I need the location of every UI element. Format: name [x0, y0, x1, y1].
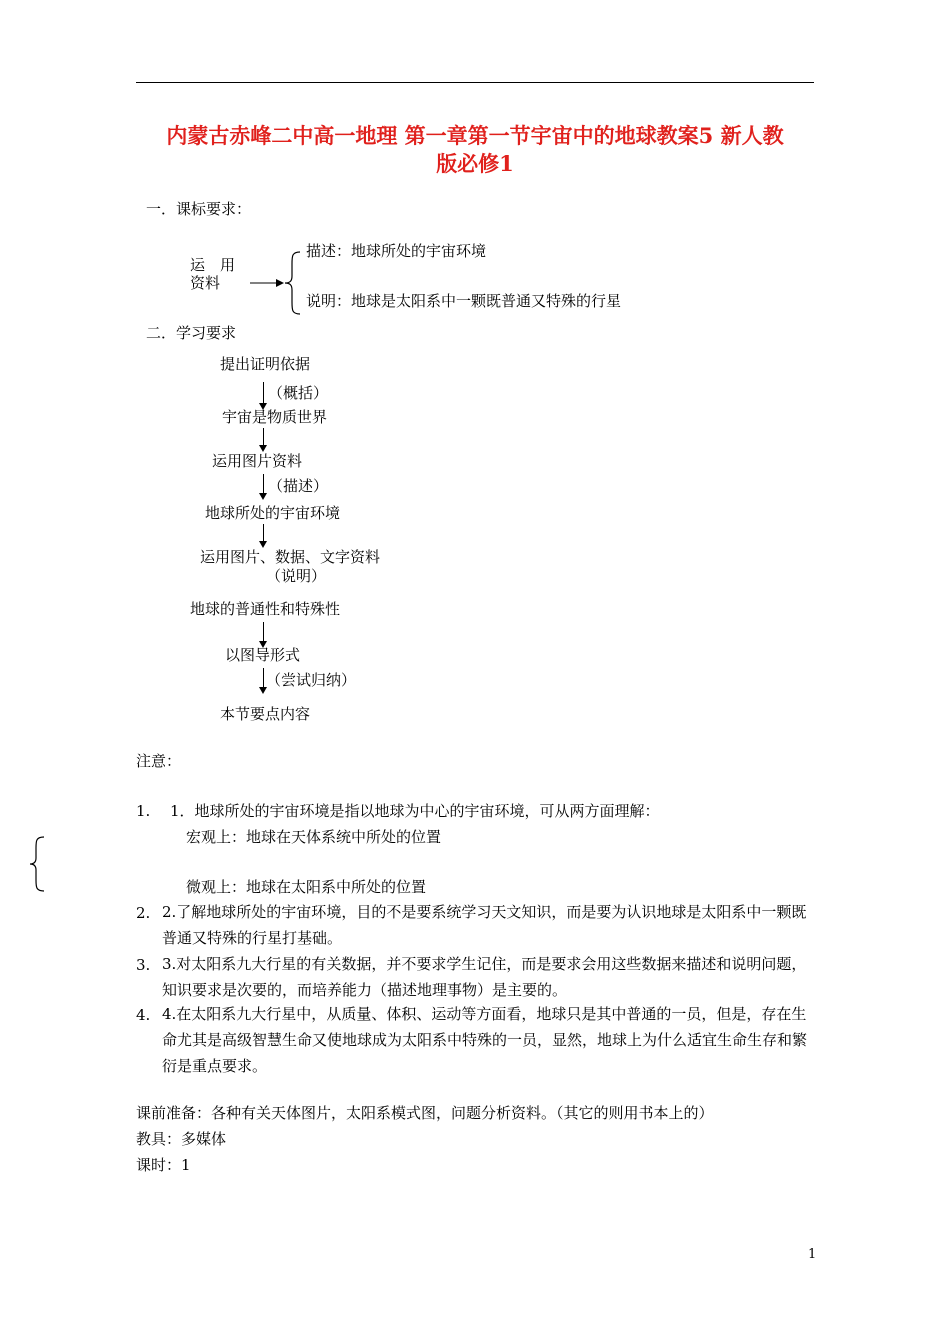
data-label: 资料 [190, 274, 221, 292]
flow-node-7: 以图导形式 [225, 646, 301, 664]
flow-node-8: 本节要点内容 [220, 705, 311, 723]
note-brace [28, 836, 48, 892]
note-micro: 微观上：地球在太阳系中所处的位置 [186, 878, 427, 896]
title-line-2: 版必修1 [436, 151, 514, 176]
notes-heading: 注意： [136, 752, 182, 770]
flow-node-1: 提出证明依据 [220, 355, 311, 373]
curly-brace-arrow [248, 244, 308, 314]
flow-node-5: 运用图片、数据、文字资料 [200, 548, 381, 566]
prep-line: 课前准备：各种有关天体图片，太阳系模式图，问题分析资料。（其它的则用书本上的） [136, 1104, 714, 1122]
note-macro: 宏观上：地球在天体系统中所处的位置 [186, 828, 442, 846]
flow-annotation-5: （说明） [266, 567, 327, 585]
flow-annotation-7: （尝试归纳） [266, 671, 357, 689]
describe-item: 描述：地球所处的宇宙环境 [306, 242, 487, 260]
flow-arrow-2 [258, 428, 270, 452]
note-number-4: 4. [136, 1006, 151, 1024]
note-number-2: 2. [136, 904, 151, 922]
flow-node-3: 运用图片资料 [212, 452, 303, 470]
tools-line: 教具：多媒体 [136, 1130, 227, 1148]
section1-heading: 一．课标要求： [146, 200, 252, 218]
note-text-1: 1．地球所处的宇宙环境是指以地球为中心的宇宙环境，可从两方面理解： [170, 802, 660, 820]
page-number: 1 [808, 1247, 817, 1262]
section2-heading: 二．学习要求 [146, 324, 237, 342]
flow-node-6: 地球的普通性和特殊性 [190, 600, 341, 618]
flow-node-2: 宇宙是物质世界 [222, 408, 328, 426]
note-number-1: 1. [136, 802, 151, 820]
explain-item: 说明：地球是太阳系中一颗既普通又特殊的行星 [306, 292, 622, 310]
hours-line: 课时：1 [136, 1156, 191, 1174]
use-label: 运 用 [190, 256, 236, 274]
note-text-4: 4.在太阳系九大行星中，从质量、体积、运动等方面看，地球只是其中普通的一员，但是，存在生命尤其是高级智慧生命又使地球成为太阳系中特殊的一员，显然，地球上为什么适宜生命生存和繁衍是重点要求。 [162, 1005, 808, 1075]
header-rule [136, 82, 814, 83]
flow-arrow-4 [258, 524, 270, 548]
title-line-1: 内蒙古赤峰二中高一地理 第一章第一节宇宙中的地球教案5 新人教 [166, 123, 784, 148]
flow-node-4: 地球所处的宇宙环境 [205, 504, 341, 522]
flow-annotation-1: （概括） [268, 384, 329, 402]
note-text-3: 3.对太阳系九大行星的有关数据，并不要求学生记住，而是要求会用这些数据来描述和说明问题，知识要求是次要的，而培养能力（描述地理事物）是主要的。 [162, 955, 807, 999]
note-number-3: 3. [136, 956, 151, 974]
document-title [136, 122, 814, 178]
note-text-2: 2.了解地球所处的宇宙环境，目的不是要系统学习天文知识，而是要为认识地球是太阳系中一颗既普通又特殊的行星打基础。 [162, 903, 807, 947]
flow-annotation-3: （描述） [268, 477, 329, 495]
